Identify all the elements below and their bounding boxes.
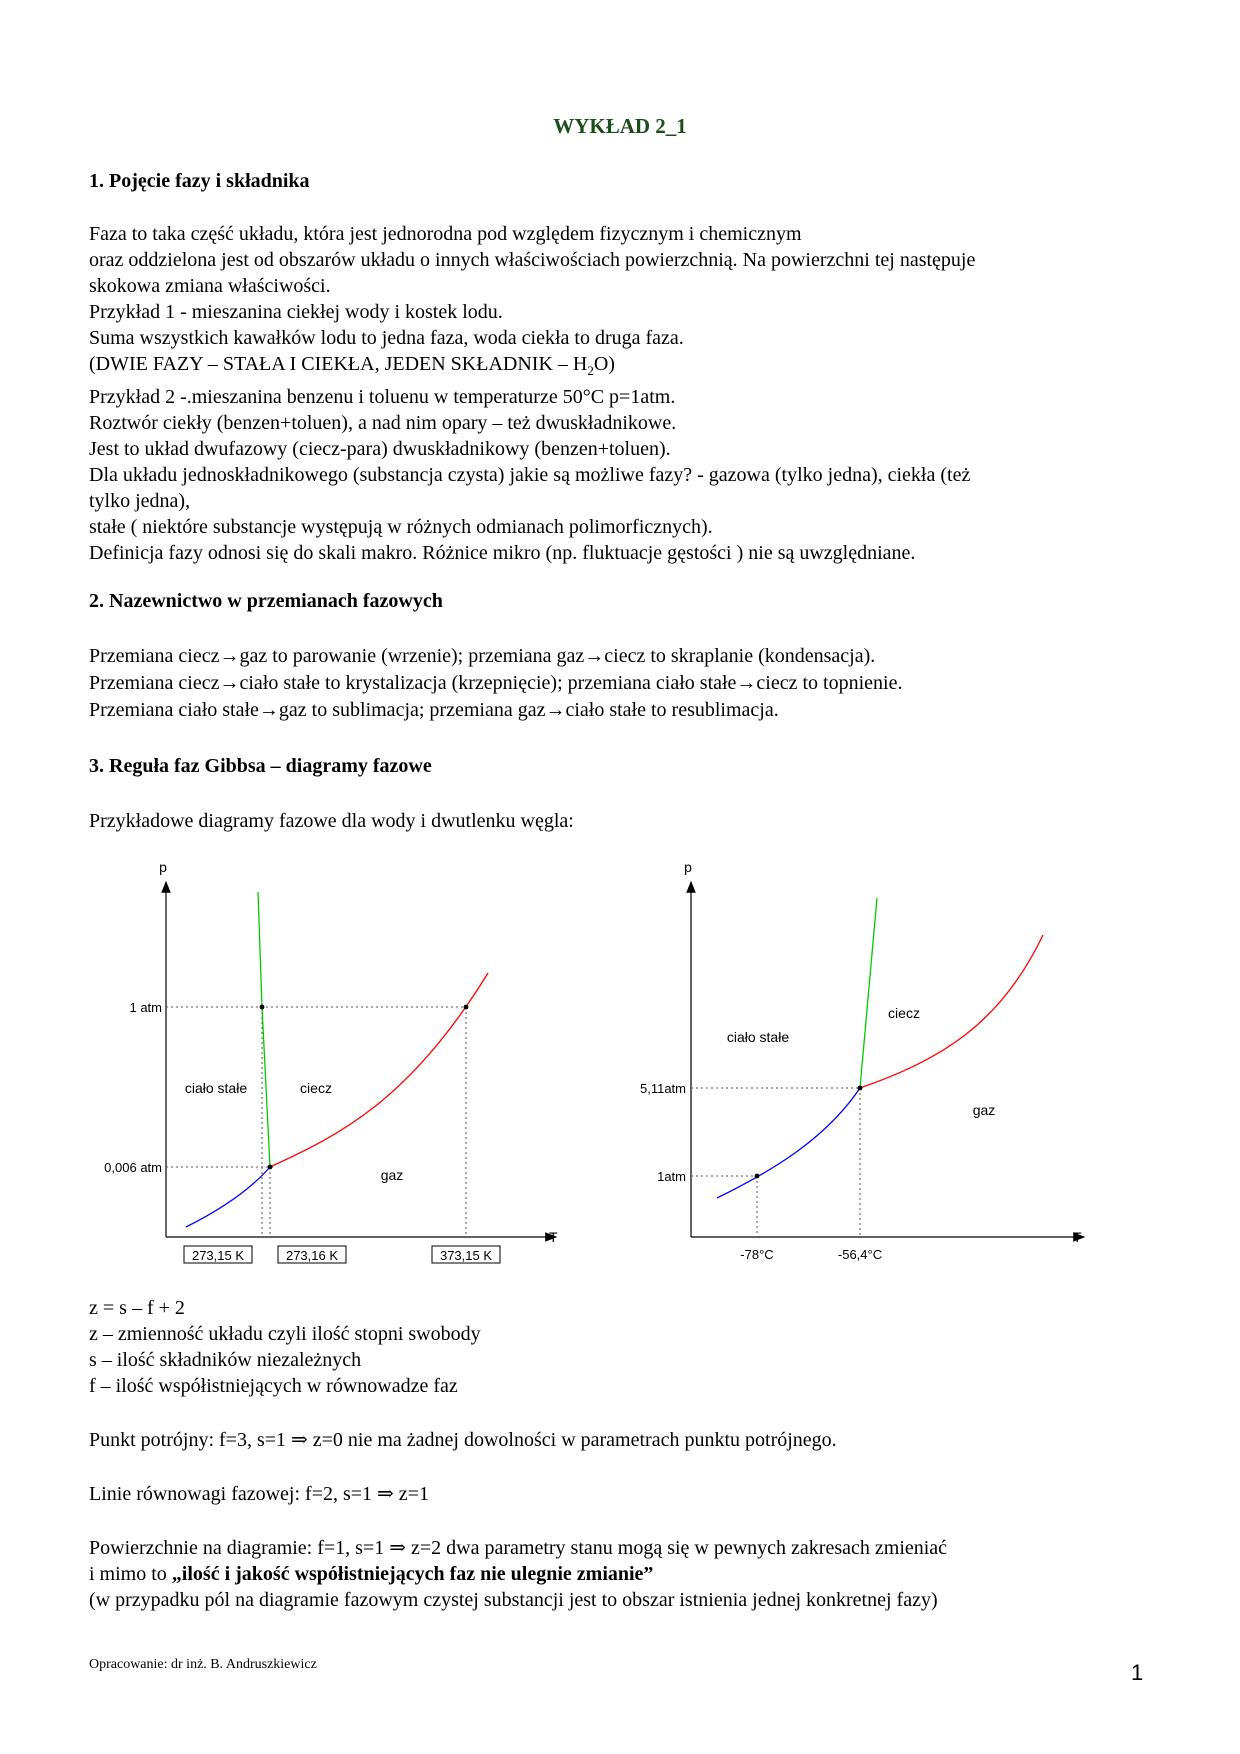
text-line: s – ilość składników niezależnych — [89, 1349, 362, 1371]
co2-phase-diagram — [640, 859, 1084, 1262]
text-line: Przykład 2 -.mieszanina benzenu i toluenu w temperaturze 50°C p=1atm. — [89, 386, 676, 408]
section-3-heading: 3. Reguła faz Gibbsa – diagramy fazowe — [89, 755, 432, 777]
subscript: 2 — [587, 363, 594, 378]
text-line: stałe ( niektóre substancje występują w różnych odmianach polimorficznych). — [89, 516, 713, 538]
region-label-liquid: ciecz — [888, 1005, 920, 1021]
text-part: (DWIE FAZY – STAŁA I CIEKŁA, JEDEN SKŁADNIK – H — [89, 353, 588, 375]
text-line: skokowa zmiana właściwości. — [89, 275, 331, 297]
text-line: oraz oddzielona jest od obszarów układu o innych właściwościach powierzchnią. Na powierzchni tej następuje — [89, 249, 976, 271]
solid-liquid-curve — [258, 892, 270, 1167]
text-line: Faza to taka część układu, która jest jednorodna pod względem fizycznym i chemicznym — [89, 223, 802, 245]
water-phase-diagram — [104, 859, 558, 1263]
triple-point-marker — [268, 1165, 273, 1170]
text-line: Przykład 1 - mieszanina ciekłej wody i kostek lodu. — [89, 301, 503, 323]
text-part: O) — [593, 353, 615, 375]
emphasis-quote: „ilość i jakość współistniejących faz nie ulegnie zmianie” — [171, 1563, 654, 1585]
section-1-heading: 1. Pojęcie fazy i składnika — [89, 170, 310, 192]
x-tick-label: -56,4°C — [837, 1247, 883, 1262]
section-3-intro: Przykładowe diagramy fazowe dla wody i dwutlenku węgla: — [89, 810, 574, 832]
text-line: Dla układu jednoskładnikowego (substancja czysta) jakie są możliwe fazy? - gazowa (tylko jedna), ciekła (też — [89, 464, 971, 486]
x-tick-label: 373,15 K — [439, 1248, 493, 1263]
y-tick-label: 1 atm — [129, 1000, 162, 1015]
x-tick-label: -78°C — [740, 1247, 774, 1262]
text-line: Powierzchnie na diagramie: f=1, s=1 ⇒ z=2 dwa parametry stanu mogą się w pewnych zakresach zmieniać — [89, 1537, 948, 1559]
text-line: z – zmienność układu czyli ilość stopni swobody — [89, 1323, 481, 1345]
section-1-body — [89, 221, 1139, 566]
y-axis-label: p — [159, 859, 167, 875]
y-tick-label: 0,006 atm — [104, 1160, 162, 1175]
phase-diagrams — [80, 850, 1170, 1270]
text-part: i mimo to — [89, 1563, 172, 1585]
text-line: Przemiana ciecz→gaz to parowanie (wrzenie); przemiana gaz→ciecz to skraplanie (kondensacja). — [89, 645, 876, 667]
y-tick-label: 1atm — [657, 1169, 686, 1184]
text-line: z = s – f + 2 — [89, 1297, 185, 1319]
section-2-body — [89, 643, 1139, 724]
section-2-heading: 2. Nazewnictwo w przemianach fazowych — [89, 590, 443, 612]
region-label-gas: gaz — [380, 1167, 404, 1183]
text-line: f – ilość współistniejących w równowadze faz — [89, 1375, 458, 1397]
region-label-gas: gaz — [972, 1102, 996, 1118]
x-tick-label: 273,15 K — [191, 1248, 245, 1263]
y-axis-label: p — [684, 859, 692, 875]
boiling-point-marker — [464, 1005, 469, 1010]
triple-point-marker — [858, 1086, 863, 1091]
liquid-gas-curve — [270, 973, 488, 1167]
region-label-solid: ciało stałe — [726, 1029, 790, 1045]
triple-point-text: Punkt potrójny: f=3, s=1 ⇒ z=0 nie ma żadnej dowolności w parametrach punktu potrójnego. — [89, 1429, 837, 1451]
surfaces-block — [89, 1535, 1139, 1613]
solid-gas-curve — [186, 1167, 270, 1227]
text-line: Przemiana ciało stałe→gaz to sublimacja; przemiana gaz→ciało stałe to resublimacja. — [89, 699, 779, 721]
solid-liquid-curve — [860, 898, 877, 1088]
x-axis-label: T — [549, 1229, 558, 1245]
region-label-liquid: ciecz — [300, 1080, 332, 1096]
text-line: Jest to układ dwufazowy (ciecz-para) dwuskładnikowy (benzen+toluen). — [89, 438, 671, 460]
region-label-solid: ciało stałe — [184, 1080, 248, 1096]
text-line: Roztwór ciekły (benzen+toluen), a nad nim opary – też dwuskładnikowe. — [89, 412, 677, 434]
point-marker — [755, 1174, 760, 1179]
text-line: Przemiana ciecz→ciało stałe to krystalizacja (krzepnięcie); przemiana ciało stałe→ciecz to topnienie. — [89, 672, 903, 694]
text-line: tylko jedna), — [89, 490, 191, 512]
footer-author: Opracowanie: dr inż. B. Andruszkiewicz — [89, 1657, 317, 1672]
text-line: (w przypadku pól na diagramie fazowym czystej substancji jest to obszar istnienia jednej konkretnej fazy) — [89, 1589, 938, 1611]
equilibrium-lines-text: Linie równowagi fazowej: f=2, s=1 ⇒ z=1 — [89, 1483, 429, 1505]
x-tick-label: 273,16 K — [285, 1248, 339, 1263]
text-line: Suma wszystkich kawałków lodu to jedna faza, woda ciekła to druga faza. — [89, 327, 684, 349]
x-axis-label: T — [1073, 1229, 1082, 1245]
document-title: WYKŁAD 2_1 — [553, 114, 687, 138]
text-line — [89, 1561, 1139, 1587]
solid-gas-curve — [717, 1088, 860, 1198]
gibbs-rule-block — [89, 1295, 1139, 1399]
point-marker — [260, 1005, 265, 1010]
y-tick-label: 5,11atm — [639, 1081, 686, 1096]
text-line-formula — [89, 351, 1139, 384]
page-number: 1 — [1131, 1660, 1144, 1685]
text-line: Definicja fazy odnosi się do skali makro. Różnice mikro (np. fluktuacje gęstości ) nie są uwzględniane. — [89, 542, 916, 564]
